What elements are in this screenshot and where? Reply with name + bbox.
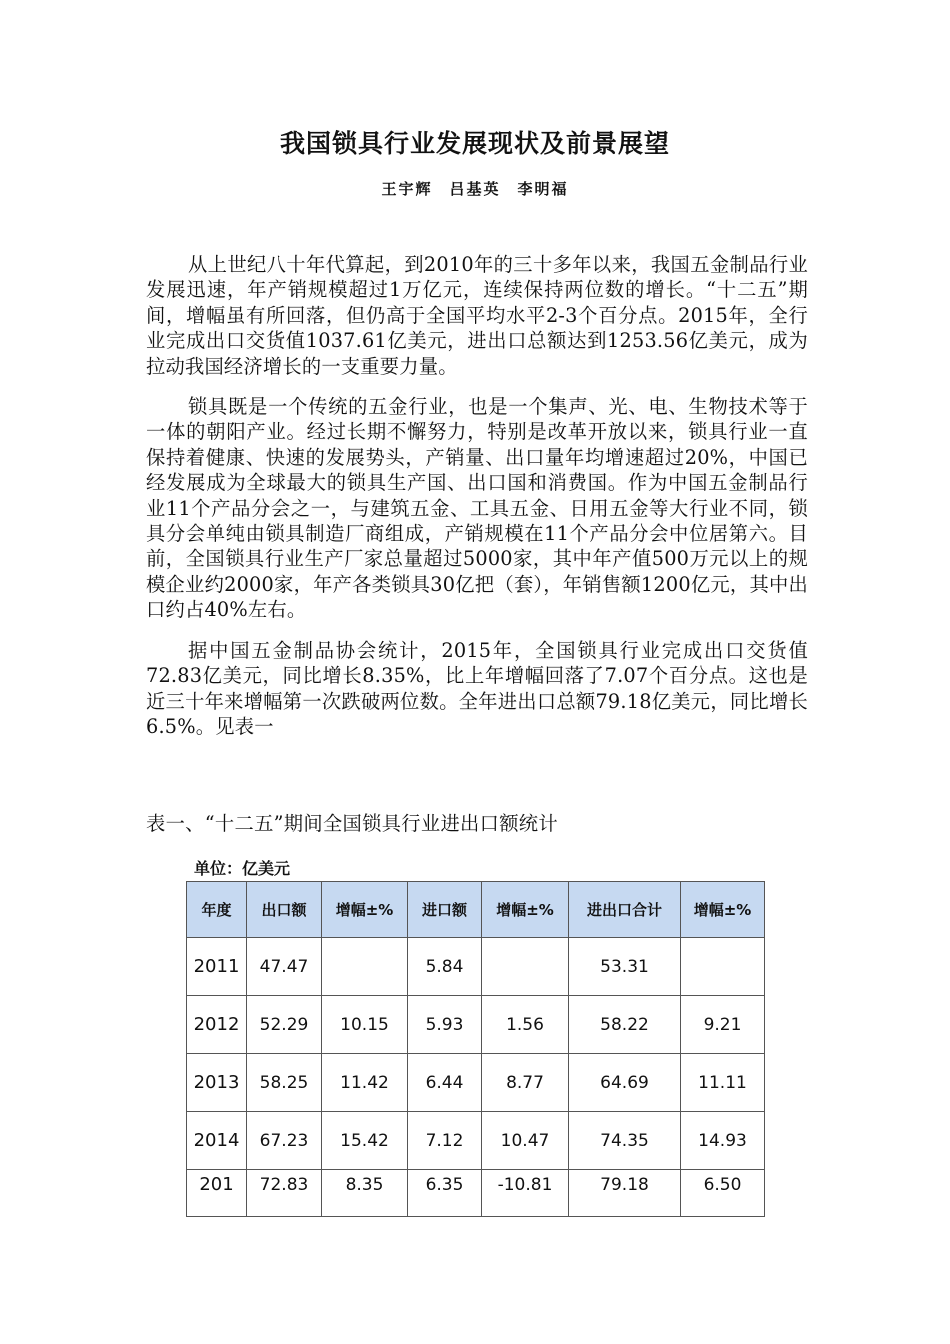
cell-total: 79.18 xyxy=(569,1170,681,1217)
cell-export: 72.83 xyxy=(247,1170,322,1217)
header-year: 年度 xyxy=(187,882,247,938)
cell-total: 53.31 xyxy=(569,938,681,996)
cell-year: 2013 xyxy=(187,1054,247,1112)
trade-stats-table xyxy=(186,881,765,1217)
header-import: 进口额 xyxy=(408,882,482,938)
cell-export-growth xyxy=(322,938,408,996)
cell-export: 52.29 xyxy=(247,996,322,1054)
table-row xyxy=(187,996,765,1054)
cell-total-growth: 11.11 xyxy=(681,1054,765,1112)
cell-total-growth xyxy=(681,938,765,996)
cell-total: 58.22 xyxy=(569,996,681,1054)
table-row xyxy=(187,1170,765,1217)
cell-total: 74.35 xyxy=(569,1112,681,1170)
body-text xyxy=(146,252,808,754)
header-total: 进出口合计 xyxy=(569,882,681,938)
author-line: 王宇辉 吕基英 李明福 xyxy=(381,180,569,198)
cell-import: 6.44 xyxy=(408,1054,482,1112)
cell-export-growth: 11.42 xyxy=(322,1054,408,1112)
cell-export-growth: 15.42 xyxy=(322,1112,408,1170)
cell-export-growth: 8.35 xyxy=(322,1170,408,1217)
table-row xyxy=(187,938,765,996)
cell-export: 47.47 xyxy=(247,938,322,996)
cell-import-growth: 8.77 xyxy=(482,1054,569,1112)
cell-export: 67.23 xyxy=(247,1112,322,1170)
header-total-growth: 增幅±% xyxy=(681,882,765,938)
table-caption: 表一、“十二五”期间全国锁具行业进出口额统计 xyxy=(146,812,558,835)
cell-total-growth: 6.50 xyxy=(681,1170,765,1217)
cell-year: 201 xyxy=(187,1170,247,1217)
unit-label: 单位：亿美元 xyxy=(194,859,291,878)
cell-import: 7.12 xyxy=(408,1112,482,1170)
cell-import: 5.93 xyxy=(408,996,482,1054)
header-import-growth: 增幅±% xyxy=(482,882,569,938)
cell-import-growth: -10.81 xyxy=(482,1170,569,1217)
table-header-row xyxy=(187,882,765,938)
cell-export: 58.25 xyxy=(247,1054,322,1112)
paragraph-3: 据中国五金制品协会统计，2015年，全国锁具行业完成出口交货值72.83亿美元，同比增长8.35%，比上年增幅回落了7.07个百分点。这也是近三十年来增幅第一次跌破两位数。全年进出口总额79.18亿美元，同比增长6.5%。见表一 xyxy=(146,638,808,738)
table-row xyxy=(187,1112,765,1170)
cell-year: 2014 xyxy=(187,1112,247,1170)
cell-total: 64.69 xyxy=(569,1054,681,1112)
header-export-growth: 增幅±% xyxy=(322,882,408,938)
cell-import-growth xyxy=(482,938,569,996)
document-title: 我国锁具行业发展现状及前景展望 xyxy=(279,129,670,158)
cell-year: 2012 xyxy=(187,996,247,1054)
paragraph-1: 从上世纪八十年代算起，到2010年的三十多年以来，我国五金制品行业发展迅速，年产销规模超过1万亿元，连续保持两位数的增长。“十二五”期间，增幅虽有所回落，但仍高于全国平均水平2-3个百分点。2015年，全行业完成出口交货值1037.61亿美元，进出口总额达到1253.56亿美元，成为拉动我国经济增长的一支重要力量。 xyxy=(146,253,808,378)
cell-total-growth: 14.93 xyxy=(681,1112,765,1170)
paragraph-2: 锁具既是一个传统的五金行业，也是一个集声、光、电、生物技术等于一体的朝阳产业。经过长期不懈努力，特别是改革开放以来，锁具行业一直保持着健康、快速的发展势头，产销量、出口量年均增速超过20%，中国已经发展成为全球最大的锁具生产国、出口国和消费国。作为中国五金制品行业11个产品分会之一，与建筑五金、工具五金、日用五金等大行业不同，锁具分会单纯由锁具制造厂商组成，产销规模在11个产品分会中位居第六。目前，全国锁具行业生产厂家总量超过5000家，其中年产值500万元以上的规模企业约2000家，年产各类锁具30亿把（套），年销售额1200亿元，其中出口约占40%左右。 xyxy=(146,395,808,622)
header-export: 出口额 xyxy=(247,882,322,938)
cell-total-growth: 9.21 xyxy=(681,996,765,1054)
table-row xyxy=(187,1054,765,1112)
cell-import-growth: 1.56 xyxy=(482,996,569,1054)
cell-import-growth: 10.47 xyxy=(482,1112,569,1170)
cell-export-growth: 10.15 xyxy=(322,996,408,1054)
cell-import: 6.35 xyxy=(408,1170,482,1217)
cell-import: 5.84 xyxy=(408,938,482,996)
cell-year: 2011 xyxy=(187,938,247,996)
